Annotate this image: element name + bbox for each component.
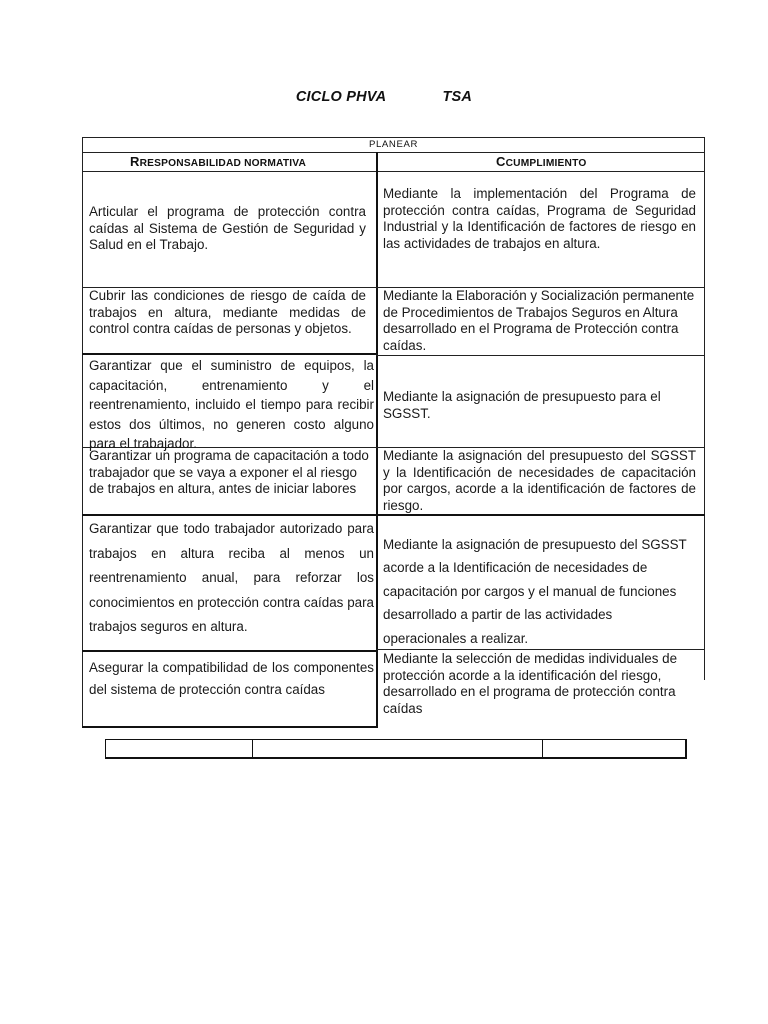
column-header-responsabilidad: RRESPONSABILIDAD NORMATIVA: [130, 154, 307, 169]
row-1-left: Articular el programa de protección contra caídas al Sistema de Gestión de Seguridad y Salud en el Trabajo.: [89, 204, 366, 253]
row-4-left: Garantizar un programa de capacitación a todo trabajador que se vaya a exponer el al riesgo de trabajos en altura, antes de iniciar labores: [89, 448, 369, 497]
title-text: CICLO PHVA: [295, 89, 387, 105]
row-4-right: Mediante la asignación del presupuesto del SGSST y la Identificación de necesidades de capacitación por cargos, acorde a la identificación de factores de riesgo.: [383, 448, 696, 513]
row-6-left: Asegurar la compatibilidad de los componentes del sistema de protección contra caídas: [89, 660, 374, 697]
row-6-right: Mediante la selección de medidas individuales de protección acorde a la identificación del riesgo, desarrollado en el programa de protección contra caídas: [383, 651, 678, 716]
column-header-cumplimiento: CCUMPLIMIENTO: [496, 154, 587, 169]
row-5-right: Mediante la asignación de presupuesto del SGSST acorde a la Identificación de necesidades de capacitación por cargos y el manual de funciones desarrollado a partir de las actividades operacionales a realizar.: [383, 537, 687, 646]
document-title: [0, 89, 768, 105]
column-header-text: CUMPLIMIENTO: [505, 158, 587, 169]
requirements-table: [82, 137, 705, 728]
table-top-border: [82, 137, 705, 138]
row-3-left: Garantizar que el suministro de equipos, la capacitación, entrenamiento y el reentrenamiento, incluido el tiempo para recibir estos dos últimos, no generen costo alguno para el trabajador.: [89, 358, 374, 451]
strip-divider: [542, 740, 543, 757]
strip-divider: [252, 740, 253, 757]
row-divider: [82, 353, 378, 355]
section-divider: [82, 152, 705, 153]
section-label: PLANEAR: [369, 139, 418, 150]
column-header-text: RESPONSABILIDAD NORMATIVA: [139, 158, 307, 169]
table-bottom-border: [82, 726, 378, 728]
row-2-right: Mediante la Elaboración y Socialización permanente de Procedimientos de Trabajos Seguros en Altura desarrollado en el Programa de Protección contra caídas.: [383, 288, 695, 353]
row-5-left: Garantizar que todo trabajador autorizado para trabajos en altura reciba al menos un reentrenamiento anual, para reforzar los conocimientos en protección contra caídas para trabajos seguros en altura.: [89, 521, 374, 635]
row-2-left: Cubrir las condiciones de riesgo de caída de trabajos en altura, mediante medidas de control contra caídas de personas y objetos.: [89, 288, 366, 337]
table-right-border: [704, 137, 705, 680]
table-left-border: [82, 137, 83, 728]
title-code: TSA: [442, 89, 473, 105]
row-1-right: Mediante la implementación del Programa de protección contra caídas, Programa de Seguridad Industrial y la Identificación de factores de riesgo en las actividades de trabajos en altura.: [383, 186, 696, 251]
signature-strip: [105, 739, 687, 759]
row-3-right: Mediante la asignación de presupuesto para el SGSST.: [383, 389, 661, 421]
header-divider: [82, 171, 705, 172]
row-divider: [376, 355, 705, 356]
column-divider: [376, 152, 378, 728]
row-divider: [82, 650, 378, 652]
